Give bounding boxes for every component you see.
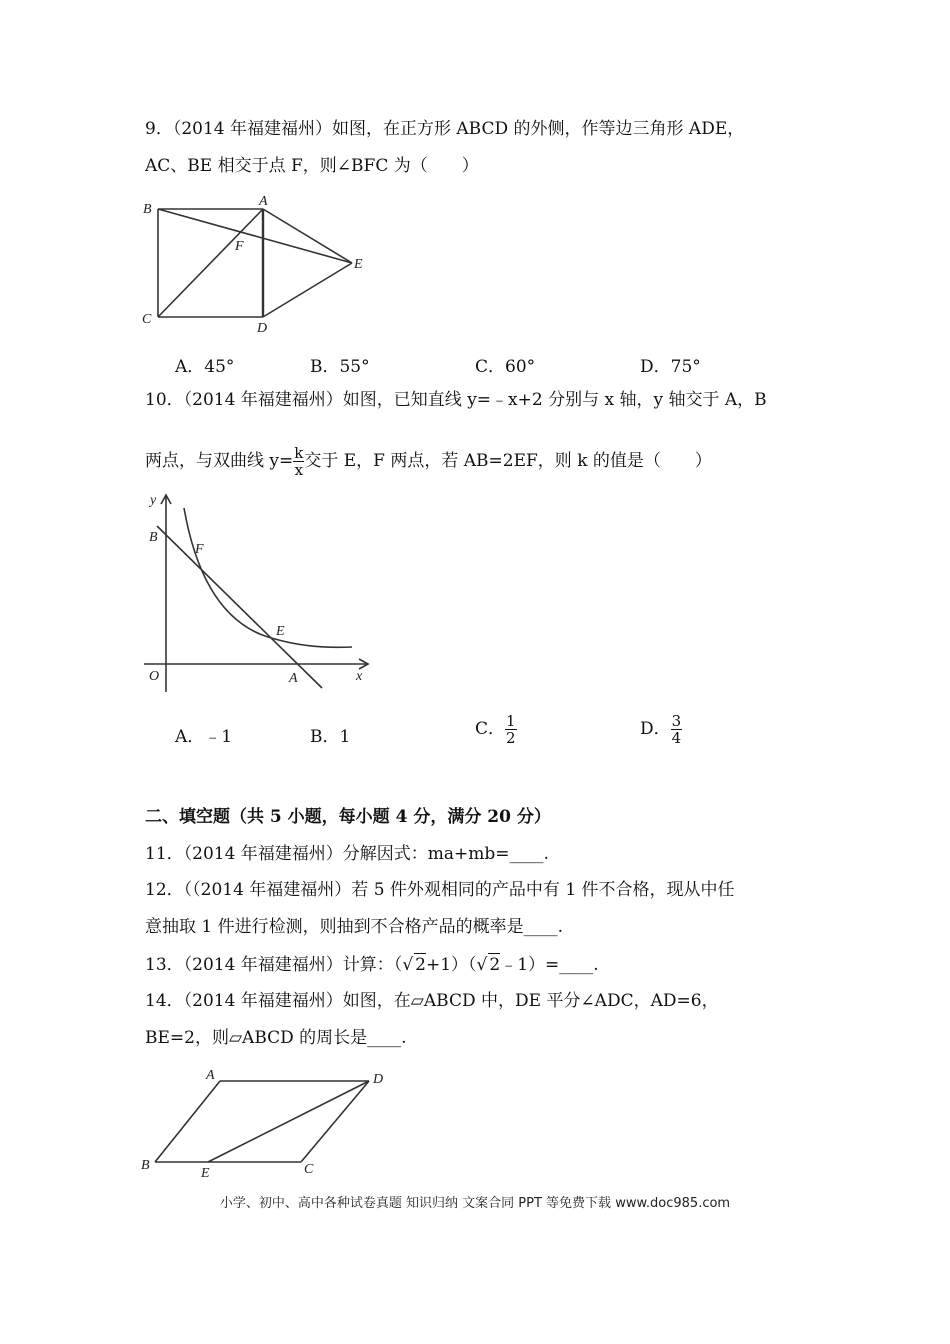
q10-graph-figure [140, 492, 380, 692]
q14-label-a: A [206, 1068, 215, 1083]
q10-option-d-num: 3 [671, 712, 682, 730]
q10-frac-num: k [294, 444, 304, 462]
q14-label-b: B [141, 1158, 150, 1173]
q14-label-e: E [201, 1166, 210, 1181]
q13-text [145, 953, 599, 976]
q10-option-d-den: 4 [671, 729, 682, 747]
q10-option-c-num: 1 [506, 712, 516, 730]
q10-option-c [475, 713, 517, 746]
radical-sign-icon: √ [402, 955, 414, 975]
q12-text-line1: 12．（（2014 年福建福州）若 5 件外观相同的产品中有 1 件不合格，现从中任 [145, 880, 735, 900]
q9-label-b: B [143, 202, 152, 217]
q10-label-f: F [195, 542, 204, 557]
q10-text-line1: 10．（2014 年福建福州）如图，已知直线 y=﹣x+2 分别与 x 轴，y 轴交于 A，B [145, 390, 767, 410]
q10-text-line2 [145, 444, 712, 478]
q9-label-f: F [235, 239, 244, 254]
q13-radicand-2: 2 [489, 955, 501, 975]
q13-prefix: 13．（2014 年福建福州）计算：（ [145, 955, 403, 975]
q10-option-d [640, 713, 682, 746]
q14-text-line1: 14．（2014 年福建福州）如图，在▱ABCD 中，DE 平分∠ADC，AD=6， [145, 991, 719, 1011]
q10-label-a: A [289, 671, 298, 686]
q10-option-a: A．﹣1 [175, 727, 233, 747]
q10-option-b: B．1 [310, 727, 351, 747]
q9-label-c: C [142, 312, 152, 327]
q13-radicand-1: 2 [415, 955, 426, 975]
q10-line2-before: 两点，与双曲线 y= [145, 451, 294, 471]
q10-option-d-fraction [671, 713, 683, 746]
q9-label-e: E [354, 257, 363, 272]
q10-option-d-prefix: D． [640, 719, 671, 739]
q10-hyperbola-fraction [293, 445, 304, 478]
q12-text-line2: 意抽取 1 件进行检测，则抽到不合格产品的概率是____. [145, 917, 564, 937]
q10-label-b: B [149, 530, 158, 545]
q10-option-c-fraction [505, 713, 517, 746]
q13-mid2: ﹣1）=____. [500, 955, 599, 975]
q14-text-line2: BE=2，则▱ABCD 的周长是____. [145, 1028, 407, 1048]
q10-label-y: y [150, 493, 157, 508]
q10-label-e: E [276, 624, 285, 639]
q9-option-d: D．75° [640, 357, 701, 377]
section2-title: 二、填空题（共 5 小题，每小题 4 分，满分 20 分） [145, 807, 551, 827]
radical-sign-icon: √ [476, 955, 488, 975]
q13-mid1: +1）（ [425, 955, 477, 975]
page-footer: 小学、初中、高中各种试卷真题 知识归纳 文案合同 PPT 等免费下载 www.doc985.com [219, 1196, 731, 1211]
q9-option-b: B．55° [310, 357, 370, 377]
q9-option-c: C．60° [475, 357, 536, 377]
q10-option-c-den: 2 [506, 729, 516, 747]
q10-frac-den: x [294, 461, 304, 479]
q10-option-c-prefix: C． [475, 719, 506, 739]
q9-label-a: A [259, 194, 268, 209]
q14-label-c: C [304, 1162, 314, 1177]
q9-text-line1: 9．（2014 年福建福州）如图，在正方形 ABCD 的外侧，作等边三角形 ADE， [145, 119, 745, 139]
q10-label-o: O [149, 669, 160, 684]
q14-parallelogram-figure [138, 1065, 398, 1181]
q10-label-x: x [356, 669, 363, 684]
q9-text-line2: AC、BE 相交于点 F，则∠BFC 为（ ） [145, 156, 479, 176]
q14-label-d: D [373, 1072, 384, 1087]
q11-text: 11．（2014 年福建福州）分解因式：ma+mb=____. [145, 844, 549, 864]
q9-square-figure [140, 193, 380, 333]
q10-line2-after: 交于 E，F 两点，若 AB=2EF，则 k 的值是（ ） [304, 451, 712, 471]
q9-option-a: A．45° [175, 357, 235, 377]
q9-label-d: D [257, 321, 268, 333]
